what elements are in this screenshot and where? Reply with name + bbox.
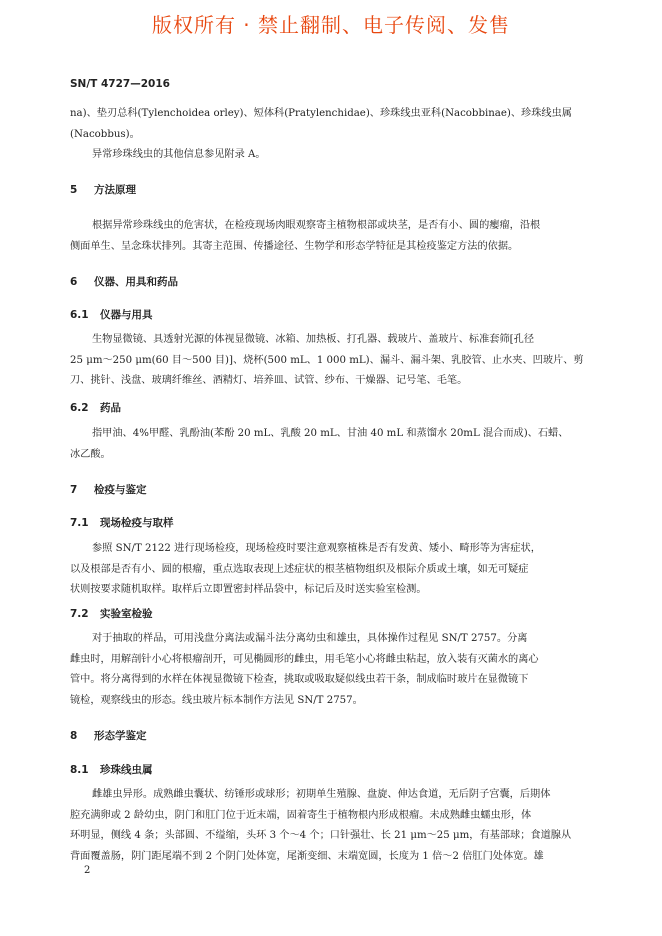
section-5-paragraph <box>70 216 590 257</box>
section-number: 5 <box>70 184 78 196</box>
text-line: 刀、挑针、浅盘、玻璃纤维丝、酒精灯、培养皿、试管、纱布、干燥器、记号笔、毛笔。 <box>70 375 468 386</box>
section-number: 7.1 <box>70 517 89 529</box>
text-line: na)、垫刃总科(Tylenchoidea orley)、短体科(Pratylenchidae)、珍珠线虫亚科(Nacobbinae)、珍珠线虫属 <box>70 108 572 119</box>
section-number: 7 <box>70 484 78 496</box>
text-line: 环明显，侧线 4 条；头部圆、不缢缩，头环 3 个～4 个；口针强壮、长 21 μm～25 μm，有基部球；食道腺从 <box>70 830 572 841</box>
section-heading-5 <box>70 182 136 197</box>
text-line: 腔充满卵或 2 龄幼虫，阴门和肛门位于近末端，固着寄生于植物根内形成根瘤。未成熟雌虫蠕虫形，体 <box>70 809 532 821</box>
text-line: 管中。将分离得到的水样在体视显微镜下检查，挑取或吸取疑似线虫若干条，制成临时玻片在显微镜下 <box>70 674 529 685</box>
copyright-banner: 版权所有 · 禁止翻制、电子传阅、发售 <box>151 13 511 37</box>
section-number: 6.2 <box>70 402 89 414</box>
section-title: 检疫与鉴定 <box>94 484 147 496</box>
section-number: 7.2 <box>70 608 89 620</box>
section-title: 珍珠线虫属 <box>100 764 153 776</box>
section-heading-6-1 <box>70 307 153 322</box>
section-title: 方法原理 <box>94 184 136 196</box>
text-line: 镜检，观察线虫的形态。线虫玻片标本制作方法见 SN/T 2757。 <box>70 694 363 706</box>
section-heading-7-2 <box>70 606 153 621</box>
text-line: 冰乙酸。 <box>70 448 111 460</box>
section-6-2-paragraph <box>70 424 590 465</box>
section-number: 8.1 <box>70 764 89 776</box>
section-7-2-paragraph <box>70 629 590 711</box>
section-title: 实验室检验 <box>100 608 153 620</box>
standard-number: SN/T 4727—2016 <box>70 78 170 90</box>
text-line: 根据异常珍珠线虫的危害状，在检疫现场肉眼观察寄主植物根部或块茎，是否有小、圆的瘿瘤，沿根 <box>92 220 541 231</box>
intro-paragraph <box>70 104 590 166</box>
text-line: 雌虫时，用解剖针小心将根瘤剖开，可见椭圆形的雌虫，用毛笔小心将雌虫粘起，放入装有灭菌水的离心 <box>70 653 539 665</box>
text-line: 背面覆盖肠，阴门距尾端不到 2 个阴门处体宽，尾渐变细、末端宽圆，长度为 1 倍～2 倍肛门处体宽。雄 <box>70 850 544 862</box>
text-line: 指甲油、4%甲醛、乳酚油(苯酚 20 mL、乳酸 20 mL、甘油 40 mL 和蒸馏水 20mL 混合而成)、石蜡、 <box>92 428 569 439</box>
page-number: 2 <box>84 865 91 876</box>
section-heading-6-2 <box>70 400 121 415</box>
text-line: 侧面单生、呈念珠状排列。其寄主范围、传播途径、生物学和形态学特征是其检疫鉴定方法的依据。 <box>70 240 519 252</box>
section-heading-7-1 <box>70 515 174 530</box>
section-number: 6 <box>70 276 78 288</box>
text-line: 25 μm～250 μm(60 目～500 目)]、烧杯(500 mL、1 000 mL)、漏斗、漏斗架、乳胶管、止水夹、凹玻片、剪 <box>70 354 584 366</box>
section-8-1-paragraph <box>70 785 590 867</box>
section-heading-8-1 <box>70 762 153 777</box>
text-line: 异常珍珠线虫的其他信息参见附录 A。 <box>92 149 266 160</box>
section-heading-7 <box>70 482 147 497</box>
section-title: 现场检疫与取样 <box>100 517 174 529</box>
section-number: 8 <box>70 730 78 742</box>
section-heading-8 <box>70 728 147 743</box>
section-title: 仪器与用具 <box>100 309 153 321</box>
text-line: (Nacobbus)。 <box>70 128 140 140</box>
section-heading-6 <box>70 274 178 289</box>
section-7-1-paragraph <box>70 539 590 601</box>
text-line: 以及根部是否有小、圆的根瘤，重点选取表现上述症状的根茎植物组织及根际介质或土壤，如无可疑症 <box>70 563 529 575</box>
text-line: 对于抽取的样品，可用浅盘分离法或漏斗法分离幼虫和雄虫，具体操作过程见 SN/T 2757。分离 <box>92 633 528 644</box>
text-line: 参照 SN/T 2122 进行现场检疫，现场检疫时要注意观察植株是否有发黄、矮小、畸形等为害症状， <box>92 543 541 554</box>
section-title: 仪器、用具和药品 <box>94 276 178 288</box>
text-line: 状则按要求随机取样。取样后立即置密封样品袋中，标记后及时送实验室检测。 <box>70 584 427 595</box>
text-line: 生物显微镜、具透射光源的体视显微镜、冰箱、加热板、打孔器、载玻片、盖玻片、标准套筛[孔径 <box>92 334 535 345</box>
text-line: 雌雄虫异形。成熟雌虫囊状、纺锤形或球形；初期单生殖腺、盘旋、伸达食道，无后阴子宫囊，后期体 <box>92 789 551 800</box>
section-title: 形态学鉴定 <box>94 730 147 742</box>
section-title: 药品 <box>100 402 121 414</box>
section-6-1-paragraph <box>70 330 590 392</box>
section-number: 6.1 <box>70 309 89 321</box>
